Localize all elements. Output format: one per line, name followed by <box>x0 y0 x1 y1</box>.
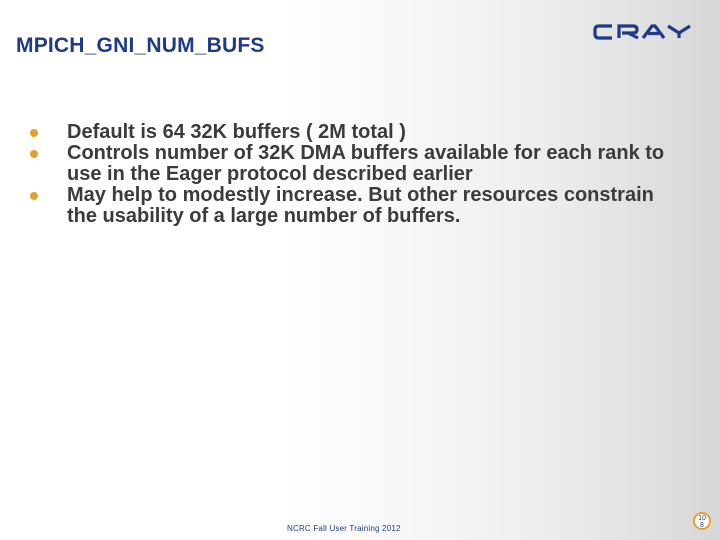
bullet-text: Controls number of 32K DMA buffers available for each rank to use in the Eager protocol described earlier <box>67 142 665 185</box>
bullet-dot-icon <box>30 129 38 137</box>
bullet-item <box>28 185 688 227</box>
page-number-bottom: 8 <box>700 522 704 529</box>
page-number-top: 10 <box>698 515 706 522</box>
bullet-text: May help to modestly increase. But other resources constrain the usability of a large number of buffers. <box>67 184 654 227</box>
cray-logo <box>592 22 702 42</box>
bullet-list <box>28 122 688 227</box>
page-number-badge <box>693 512 711 530</box>
bullet-text: Default is 64 32K buffers ( 2M total ) <box>67 121 406 143</box>
bullet-dot-icon <box>30 192 38 200</box>
bullet-item <box>28 143 688 185</box>
bullet-item <box>28 122 688 143</box>
bullet-dot-icon <box>30 150 38 158</box>
footer-text: NCRC Fall User Training 2012 <box>287 524 401 533</box>
slide-title: MPICH_GNI_NUM_BUFS <box>16 34 265 57</box>
